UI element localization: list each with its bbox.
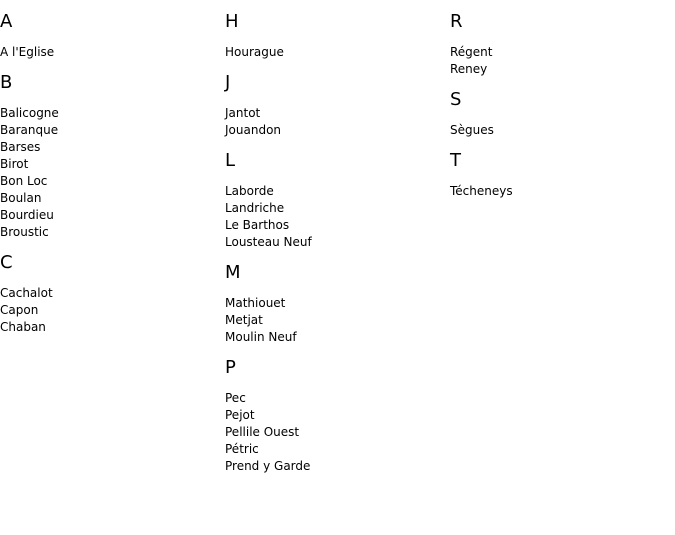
letter-heading: H [225, 11, 239, 32]
letter-heading: L [225, 150, 236, 171]
letter-heading: A [0, 11, 13, 32]
list-item [0, 105, 220, 122]
place-list [450, 183, 670, 200]
place-list [225, 390, 445, 475]
letter-group [0, 253, 220, 336]
place-link[interactable]: Técheneys [450, 184, 513, 198]
letter-group [225, 73, 445, 139]
list-item [225, 407, 445, 424]
letter-group [225, 263, 445, 346]
list-item [225, 458, 445, 475]
list-item [225, 183, 445, 200]
list-item [0, 156, 220, 173]
list-item [0, 302, 220, 319]
letter-heading: P [225, 357, 236, 378]
list-item [0, 173, 220, 190]
place-link[interactable]: Prend y Garde [225, 459, 311, 473]
place-link[interactable]: Régent [450, 45, 493, 59]
letter-heading: T [450, 150, 461, 171]
letter-group [450, 151, 670, 200]
place-link[interactable]: Reney [450, 62, 488, 76]
letter-group [450, 90, 670, 139]
place-list [450, 44, 670, 78]
list-item [225, 217, 445, 234]
place-link[interactable]: Mathiouet [225, 296, 286, 310]
list-item [225, 441, 445, 458]
letter-heading: J [225, 72, 231, 93]
index-column-2 [225, 0, 445, 485]
place-link[interactable]: Birot [0, 157, 29, 171]
letter-group [0, 73, 220, 241]
letter-group [225, 12, 445, 61]
letter-group [225, 151, 445, 251]
index-column-1 [0, 0, 220, 346]
list-item [225, 390, 445, 407]
place-list [225, 295, 445, 346]
list-item [225, 200, 445, 217]
place-link[interactable]: Chaban [0, 320, 46, 334]
place-link[interactable]: Capon [0, 303, 39, 317]
list-item [225, 329, 445, 346]
place-list [0, 105, 220, 241]
list-item [225, 105, 445, 122]
letter-group [450, 12, 670, 78]
list-item [0, 190, 220, 207]
list-item [225, 312, 445, 329]
place-link[interactable]: Moulin Neuf [225, 330, 297, 344]
place-list [0, 44, 220, 61]
list-item [0, 285, 220, 302]
list-item [450, 61, 670, 78]
place-list [0, 285, 220, 336]
place-link[interactable]: Lousteau Neuf [225, 235, 312, 249]
place-link[interactable]: Jantot [225, 106, 261, 120]
place-link[interactable]: Balicogne [0, 106, 59, 120]
list-item [0, 207, 220, 224]
place-link[interactable]: Bourdieu [0, 208, 54, 222]
place-link[interactable]: Sègues [450, 123, 494, 137]
place-link[interactable]: A l'Eglise [0, 45, 55, 59]
index-column-3 [450, 0, 670, 210]
list-item [225, 234, 445, 251]
list-item [225, 295, 445, 312]
list-item [225, 122, 445, 139]
place-link[interactable]: Barses [0, 140, 41, 154]
letter-group [0, 12, 220, 61]
place-list [225, 183, 445, 251]
letter-heading: R [450, 11, 463, 32]
place-link[interactable]: Pétric [225, 442, 259, 456]
place-link[interactable]: Pejot [225, 408, 255, 422]
place-link[interactable]: Metjat [225, 313, 263, 327]
letter-group [225, 358, 445, 475]
list-item [450, 44, 670, 61]
place-link[interactable]: Jouandon [225, 123, 282, 137]
place-link[interactable]: Pec [225, 391, 246, 405]
list-item [225, 44, 445, 61]
place-list [225, 44, 445, 61]
list-item [0, 319, 220, 336]
place-link[interactable]: Hourague [225, 45, 284, 59]
place-link[interactable]: Le Barthos [225, 218, 290, 232]
list-item [450, 122, 670, 139]
place-link[interactable]: Broustic [0, 225, 49, 239]
list-item [225, 424, 445, 441]
list-item [0, 139, 220, 156]
place-link[interactable]: Boulan [0, 191, 42, 205]
letter-heading: B [0, 72, 13, 93]
place-list [450, 122, 670, 139]
list-item [0, 224, 220, 241]
list-item [0, 44, 220, 61]
place-link[interactable]: Bon Loc [0, 174, 48, 188]
place-link[interactable]: Pellile Ouest [225, 425, 300, 439]
letter-heading: S [450, 89, 462, 110]
place-link[interactable]: Baranque [0, 123, 59, 137]
letter-heading: C [0, 252, 13, 273]
list-item [450, 183, 670, 200]
place-link[interactable]: Laborde [225, 184, 274, 198]
place-link[interactable]: Cachalot [0, 286, 53, 300]
place-list [225, 105, 445, 139]
letter-heading: M [225, 262, 241, 283]
list-item [0, 122, 220, 139]
place-link[interactable]: Landriche [225, 201, 285, 215]
